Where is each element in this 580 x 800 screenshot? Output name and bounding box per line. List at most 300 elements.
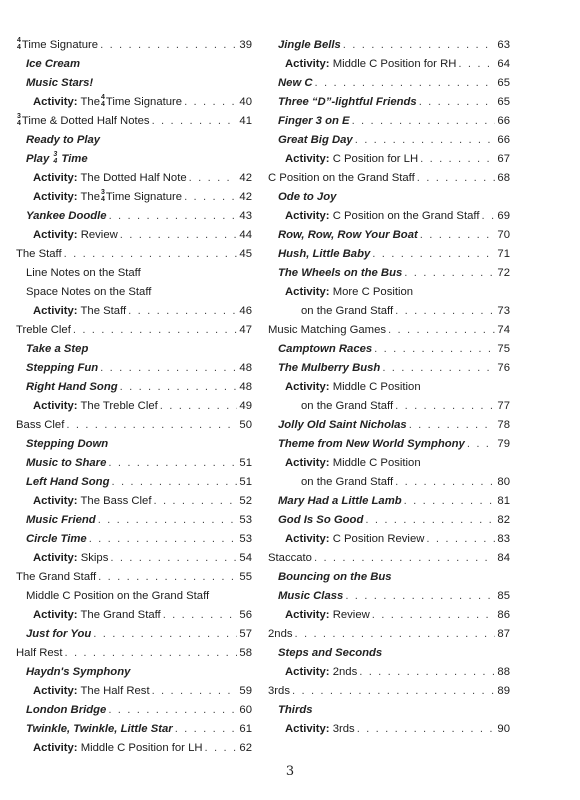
page-ref: 86	[497, 609, 510, 621]
page-ref: 87	[497, 628, 510, 640]
dot-leader	[417, 169, 496, 188]
activity-text: Middle C Position	[332, 381, 421, 393]
toc-entry	[268, 473, 510, 492]
page-ref: 84	[497, 552, 510, 564]
page-ref: 75	[497, 343, 510, 355]
entry-title: Hush, Little Baby	[278, 248, 371, 260]
page-ref: 85	[497, 590, 510, 602]
entry-title	[33, 682, 150, 701]
time-signature-glyph: 4 4	[100, 94, 105, 109]
page-ref: 83	[497, 533, 510, 545]
activity-prefix: Activity:	[33, 685, 78, 697]
page-ref: 43	[239, 210, 252, 222]
page-ref: 48	[239, 381, 252, 393]
entry-title	[285, 378, 421, 397]
page-ref: 41	[239, 115, 252, 127]
toc-entry	[268, 378, 510, 397]
page-ref: 89	[497, 685, 510, 697]
dot-leader	[352, 112, 496, 131]
entry-title: 2nds	[268, 628, 293, 640]
dot-leader	[93, 625, 237, 644]
activity-text: The Dotted Half Note	[80, 172, 187, 184]
dot-leader	[98, 568, 237, 587]
dot-leader	[345, 587, 495, 606]
activity-prefix: Activity:	[33, 742, 78, 754]
dot-leader	[109, 207, 238, 226]
dot-leader	[359, 663, 495, 682]
toc-entry	[268, 568, 510, 587]
entry-title: Circle Time	[26, 533, 87, 545]
dot-leader	[110, 549, 237, 568]
page-ref: 56	[239, 609, 252, 621]
entry-title	[33, 188, 182, 207]
entry-title	[33, 492, 151, 511]
time-signature-glyph: 3 4	[53, 151, 58, 166]
page-ref: 90	[497, 723, 510, 735]
toc-entry	[16, 378, 252, 397]
page-ref: 65	[497, 96, 510, 108]
entry-title: The Mulberry Bush	[278, 362, 381, 374]
toc-entry	[268, 74, 510, 93]
toc-entry	[268, 302, 510, 321]
page-ref: 66	[497, 134, 510, 146]
entry-title: on the Grand Staff	[301, 305, 394, 317]
entry-title	[33, 169, 187, 188]
entry-title: Music Friend	[26, 514, 96, 526]
page-ref: 51	[239, 457, 252, 469]
entry-title: Steps and Seconds	[278, 647, 383, 659]
toc-entry	[16, 644, 252, 663]
toc-entry	[268, 625, 510, 644]
dot-leader	[388, 321, 495, 340]
entry-title: Twinkle, Twinkle, Little Star	[26, 723, 173, 735]
dot-leader	[184, 188, 237, 207]
toc-entry	[268, 454, 510, 473]
toc-entry	[268, 397, 510, 416]
page-ref: 53	[239, 533, 252, 545]
toc-entry	[16, 739, 252, 758]
entry-title	[285, 150, 418, 169]
entry-title: on the Grand Staff	[301, 476, 394, 488]
entry-title: Finger 3 on E	[278, 115, 350, 127]
entry-title: Theme from New World Symphony	[278, 438, 465, 450]
page-ref: 80	[497, 476, 510, 488]
entry-title	[285, 55, 456, 74]
toc-entry	[268, 340, 510, 359]
toc-entry	[16, 682, 252, 701]
toc-entry	[268, 55, 510, 74]
entry-title: Space Notes on the Staff	[26, 286, 152, 298]
dot-leader	[343, 36, 496, 55]
activity-prefix: Activity:	[285, 381, 330, 393]
toc-entry	[16, 568, 252, 587]
page-ref: 66	[497, 115, 510, 127]
toc-entry	[16, 359, 252, 378]
page-ref: 47	[239, 324, 252, 336]
entry-title: Play 3 4 Time	[26, 151, 88, 166]
dot-leader	[426, 530, 495, 549]
activity-prefix: Activity:	[33, 609, 78, 621]
entry-title	[33, 739, 203, 758]
toc-entry	[16, 720, 252, 739]
toc-entry	[268, 663, 510, 682]
page-ref: 78	[497, 419, 510, 431]
dot-leader	[420, 226, 496, 245]
toc-entry	[268, 245, 510, 264]
dot-leader	[404, 264, 495, 283]
entry-title: God Is So Good	[278, 514, 364, 526]
activity-text: The Staff	[80, 305, 127, 317]
dot-leader	[365, 511, 495, 530]
entry-title: The Staff	[16, 248, 62, 260]
page-ref: 67	[497, 153, 510, 165]
toc-entry	[16, 264, 252, 283]
time-signature-glyph: 3 4	[100, 189, 105, 204]
dot-leader	[372, 606, 496, 625]
activity-prefix: Activity:	[33, 552, 78, 564]
toc-entry	[16, 663, 252, 682]
page-ref: 39	[239, 39, 252, 51]
toc-entry	[268, 93, 510, 112]
activity-text: The	[80, 191, 100, 203]
page-ref: 72	[497, 267, 510, 279]
entry-title: Take a Step	[26, 343, 89, 355]
toc-entry	[268, 435, 510, 454]
page-ref: 44	[239, 229, 252, 241]
activity-prefix: Activity:	[285, 533, 330, 545]
toc-entry	[268, 321, 510, 340]
activity-text: Review	[332, 609, 370, 621]
entry-title: Bass Clef	[16, 419, 65, 431]
toc-entry	[268, 644, 510, 663]
activity-prefix: Activity:	[33, 172, 78, 184]
dot-leader	[374, 340, 495, 359]
dot-leader	[108, 454, 237, 473]
entry-title: Treble Clef	[16, 324, 71, 336]
toc-entry	[16, 131, 252, 150]
toc-entry	[16, 169, 252, 188]
activity-prefix: Activity:	[33, 229, 78, 241]
entry-title: Half Rest	[16, 647, 63, 659]
entry-title: on the Grand Staff	[301, 400, 394, 412]
entry-title	[285, 283, 413, 302]
entry-title: Line Notes on the Staff	[26, 267, 141, 279]
dot-leader	[64, 245, 238, 264]
dot-leader	[295, 625, 496, 644]
entry-title: 3rds	[268, 685, 290, 697]
toc-entry	[268, 112, 510, 131]
page-ref: 46	[239, 305, 252, 317]
toc-column-left	[16, 36, 252, 758]
toc-entry	[16, 549, 252, 568]
entry-title	[33, 226, 118, 245]
page-ref: 64	[497, 58, 510, 70]
toc-entry	[16, 55, 252, 74]
page-ref: 81	[497, 495, 510, 507]
toc-entry	[268, 131, 510, 150]
page-ref: 69	[497, 210, 510, 222]
dot-leader	[404, 492, 496, 511]
toc-entry	[268, 587, 510, 606]
entry-title	[33, 397, 158, 416]
entry-title	[285, 606, 370, 625]
dot-leader	[189, 169, 238, 188]
toc-entry	[268, 511, 510, 530]
entry-title: Haydn's Symphony	[26, 666, 131, 678]
dot-leader	[409, 416, 496, 435]
activity-prefix: Activity:	[285, 666, 330, 678]
entry-title: New C	[278, 77, 313, 89]
dot-leader	[419, 93, 496, 112]
entry-title: Music Stars!	[26, 77, 94, 89]
toc-entry	[268, 226, 510, 245]
entry-title: 4 4 Time Signature	[17, 37, 99, 52]
toc-entry	[268, 701, 510, 720]
page-ref: 55	[239, 571, 252, 583]
activity-prefix: Activity:	[285, 457, 330, 469]
page-ref: 71	[497, 248, 510, 260]
entry-title: Ode to Joy	[278, 191, 337, 203]
entry-title	[285, 663, 357, 682]
dot-leader	[163, 606, 238, 625]
page-ref: 82	[497, 514, 510, 526]
toc-entry	[16, 416, 252, 435]
time-signature-glyph: 4 4	[17, 37, 21, 52]
dot-leader	[395, 397, 495, 416]
entry-title: Three “D”-lightful Friends	[278, 96, 417, 108]
dot-leader	[66, 416, 237, 435]
page-ref: 58	[239, 647, 252, 659]
dot-leader	[111, 473, 237, 492]
entry-title: Jolly Old Saint Nicholas	[278, 419, 407, 431]
page-number: 3	[285, 764, 295, 779]
entry-title	[285, 207, 479, 226]
page-ref: 40	[239, 96, 252, 108]
toc-entry	[268, 207, 510, 226]
activity-text: More C Position	[332, 286, 414, 298]
dot-leader	[184, 93, 237, 112]
entry-title: Yankee Doodle	[26, 210, 107, 222]
toc-entry	[268, 264, 510, 283]
dot-leader	[395, 473, 495, 492]
activity-prefix: Activity:	[285, 58, 330, 70]
toc-entry	[268, 720, 510, 739]
activity-text: Review	[80, 229, 118, 241]
toc-entry	[16, 74, 252, 93]
toc-entry	[16, 530, 252, 549]
dot-leader	[458, 55, 495, 74]
entry-title: Ice Cream	[26, 58, 81, 70]
dot-leader	[64, 644, 237, 663]
entry-title	[33, 93, 182, 112]
activity-text: 3rds	[332, 723, 355, 735]
dot-leader	[160, 397, 238, 416]
page-ref: 60	[239, 704, 252, 716]
page-ref: 62	[239, 742, 252, 754]
entry-title: The Grand Staff	[16, 571, 97, 583]
page-ref: 42	[239, 191, 252, 203]
entry-title: Great Big Day	[278, 134, 353, 146]
entry-title: Bouncing on the Bus	[278, 571, 392, 583]
dot-leader	[175, 720, 238, 739]
dot-leader	[372, 245, 495, 264]
toc-entry	[16, 492, 252, 511]
activity-text: Middle C Position for RH	[332, 58, 457, 70]
dot-leader	[395, 302, 495, 321]
entry-title: Right Hand Song	[26, 381, 118, 393]
dot-leader	[128, 302, 237, 321]
toc-entry	[268, 530, 510, 549]
toc-entry	[16, 587, 252, 606]
dot-leader	[420, 150, 495, 169]
toc-entry	[16, 93, 252, 112]
activity-text: 2nds	[332, 666, 358, 678]
activity-text: The Half Rest	[80, 685, 150, 697]
toc-entry	[16, 606, 252, 625]
activity-prefix: Activity:	[33, 400, 78, 412]
page-ref: 54	[239, 552, 252, 564]
page-ref: 42	[239, 172, 252, 184]
entry-title: Left Hand Song	[26, 476, 110, 488]
toc-entry	[16, 302, 252, 321]
entry-title	[285, 720, 355, 739]
entry-title: Ready to Play	[26, 134, 101, 146]
activity-text: Time Signature	[105, 96, 183, 108]
toc-entry	[268, 283, 510, 302]
dot-leader	[108, 701, 237, 720]
page-ref: 79	[497, 438, 510, 450]
toc-entry	[268, 492, 510, 511]
dot-leader	[152, 112, 238, 131]
entry-title: London Bridge	[26, 704, 107, 716]
activity-prefix: Activity:	[285, 723, 330, 735]
page-ref: 77	[497, 400, 510, 412]
dot-leader	[120, 226, 238, 245]
activity-prefix: Activity:	[285, 153, 330, 165]
toc-entry	[268, 169, 510, 188]
toc-entry	[16, 321, 252, 340]
page-ref: 61	[239, 723, 252, 735]
activity-prefix: Activity:	[285, 210, 330, 222]
dot-leader	[152, 682, 238, 701]
page-ref: 73	[497, 305, 510, 317]
activity-prefix: Activity:	[33, 495, 78, 507]
entry-title	[33, 606, 161, 625]
page-ref: 45	[239, 248, 252, 260]
entry-title	[285, 530, 424, 549]
dot-leader	[357, 720, 496, 739]
toc-entry	[16, 473, 252, 492]
toc-entry	[16, 112, 252, 131]
entry-title: Music Matching Games	[268, 324, 387, 336]
toc-entry	[268, 359, 510, 378]
activity-text: C Position Review	[332, 533, 425, 545]
dot-leader	[89, 530, 238, 549]
time-signature-glyph: 3 4	[17, 113, 21, 128]
dot-leader	[315, 74, 496, 93]
activity-text: The Grand Staff	[80, 609, 161, 621]
toc-entry	[268, 549, 510, 568]
activity-text: Skips	[80, 552, 109, 564]
activity-text: Middle C Position	[332, 457, 421, 469]
toc-entry	[268, 150, 510, 169]
toc-entry	[16, 245, 252, 264]
entry-title	[285, 454, 421, 473]
toc-entry	[268, 36, 510, 55]
entry-title: Music to Share	[26, 457, 107, 469]
entry-title: Camptown Races	[278, 343, 373, 355]
dot-leader	[467, 435, 496, 454]
dot-leader	[153, 492, 237, 511]
page-ref: 53	[239, 514, 252, 526]
toc-entry	[16, 397, 252, 416]
toc-column-right	[268, 36, 510, 739]
entry-title: Thirds	[278, 704, 313, 716]
toc-entry	[16, 511, 252, 530]
toc-entry	[268, 416, 510, 435]
activity-text: The	[80, 96, 100, 108]
dot-leader	[314, 549, 495, 568]
entry-title	[33, 549, 108, 568]
page-ref: 74	[497, 324, 510, 336]
page-ref: 52	[239, 495, 252, 507]
page-ref: 48	[239, 362, 252, 374]
activity-prefix: Activity:	[33, 191, 78, 203]
page-ref: 51	[239, 476, 252, 488]
toc-entry	[268, 188, 510, 207]
dot-leader	[100, 36, 237, 55]
entry-title: Just for You	[26, 628, 92, 640]
activity-prefix: Activity:	[285, 609, 330, 621]
dot-leader	[292, 682, 495, 701]
entry-title: Stepping Down	[26, 438, 109, 450]
toc-entry	[16, 435, 252, 454]
page-ref: 50	[239, 419, 252, 431]
entry-title: Music Class	[278, 590, 344, 602]
page-ref: 88	[497, 666, 510, 678]
toc-entry	[16, 226, 252, 245]
dot-leader	[120, 378, 238, 397]
dot-leader	[100, 359, 237, 378]
page-ref: 70	[497, 229, 510, 241]
entry-title: Mary Had a Little Lamb	[278, 495, 402, 507]
entry-title: Row, Row, Row Your Boat	[278, 229, 418, 241]
toc-entry	[268, 606, 510, 625]
entry-title: The Wheels on the Bus	[278, 267, 403, 279]
page-ref: 68	[497, 172, 510, 184]
entry-title: Middle C Position on the Grand Staff	[26, 590, 210, 602]
activity-text: C Position on the Grand Staff	[332, 210, 480, 222]
activity-prefix: Activity:	[33, 96, 78, 108]
entry-title	[33, 302, 126, 321]
activity-text: C Position for LH	[332, 153, 419, 165]
dot-leader	[382, 359, 495, 378]
page-ref: 63	[497, 39, 510, 51]
entry-title: Jingle Bells	[278, 39, 341, 51]
toc-entry	[16, 454, 252, 473]
activity-prefix: Activity:	[285, 286, 330, 298]
page-ref: 57	[239, 628, 252, 640]
entry-title: 3 4 Time & Dotted Half Notes	[17, 113, 150, 128]
toc-entry	[16, 207, 252, 226]
activity-prefix: Activity:	[33, 305, 78, 317]
page-ref: 49	[239, 400, 252, 412]
toc-entry	[16, 701, 252, 720]
dot-leader	[481, 207, 495, 226]
toc-entry	[16, 36, 252, 55]
activity-text: Middle C Position for LH	[80, 742, 203, 754]
toc-entry	[16, 340, 252, 359]
